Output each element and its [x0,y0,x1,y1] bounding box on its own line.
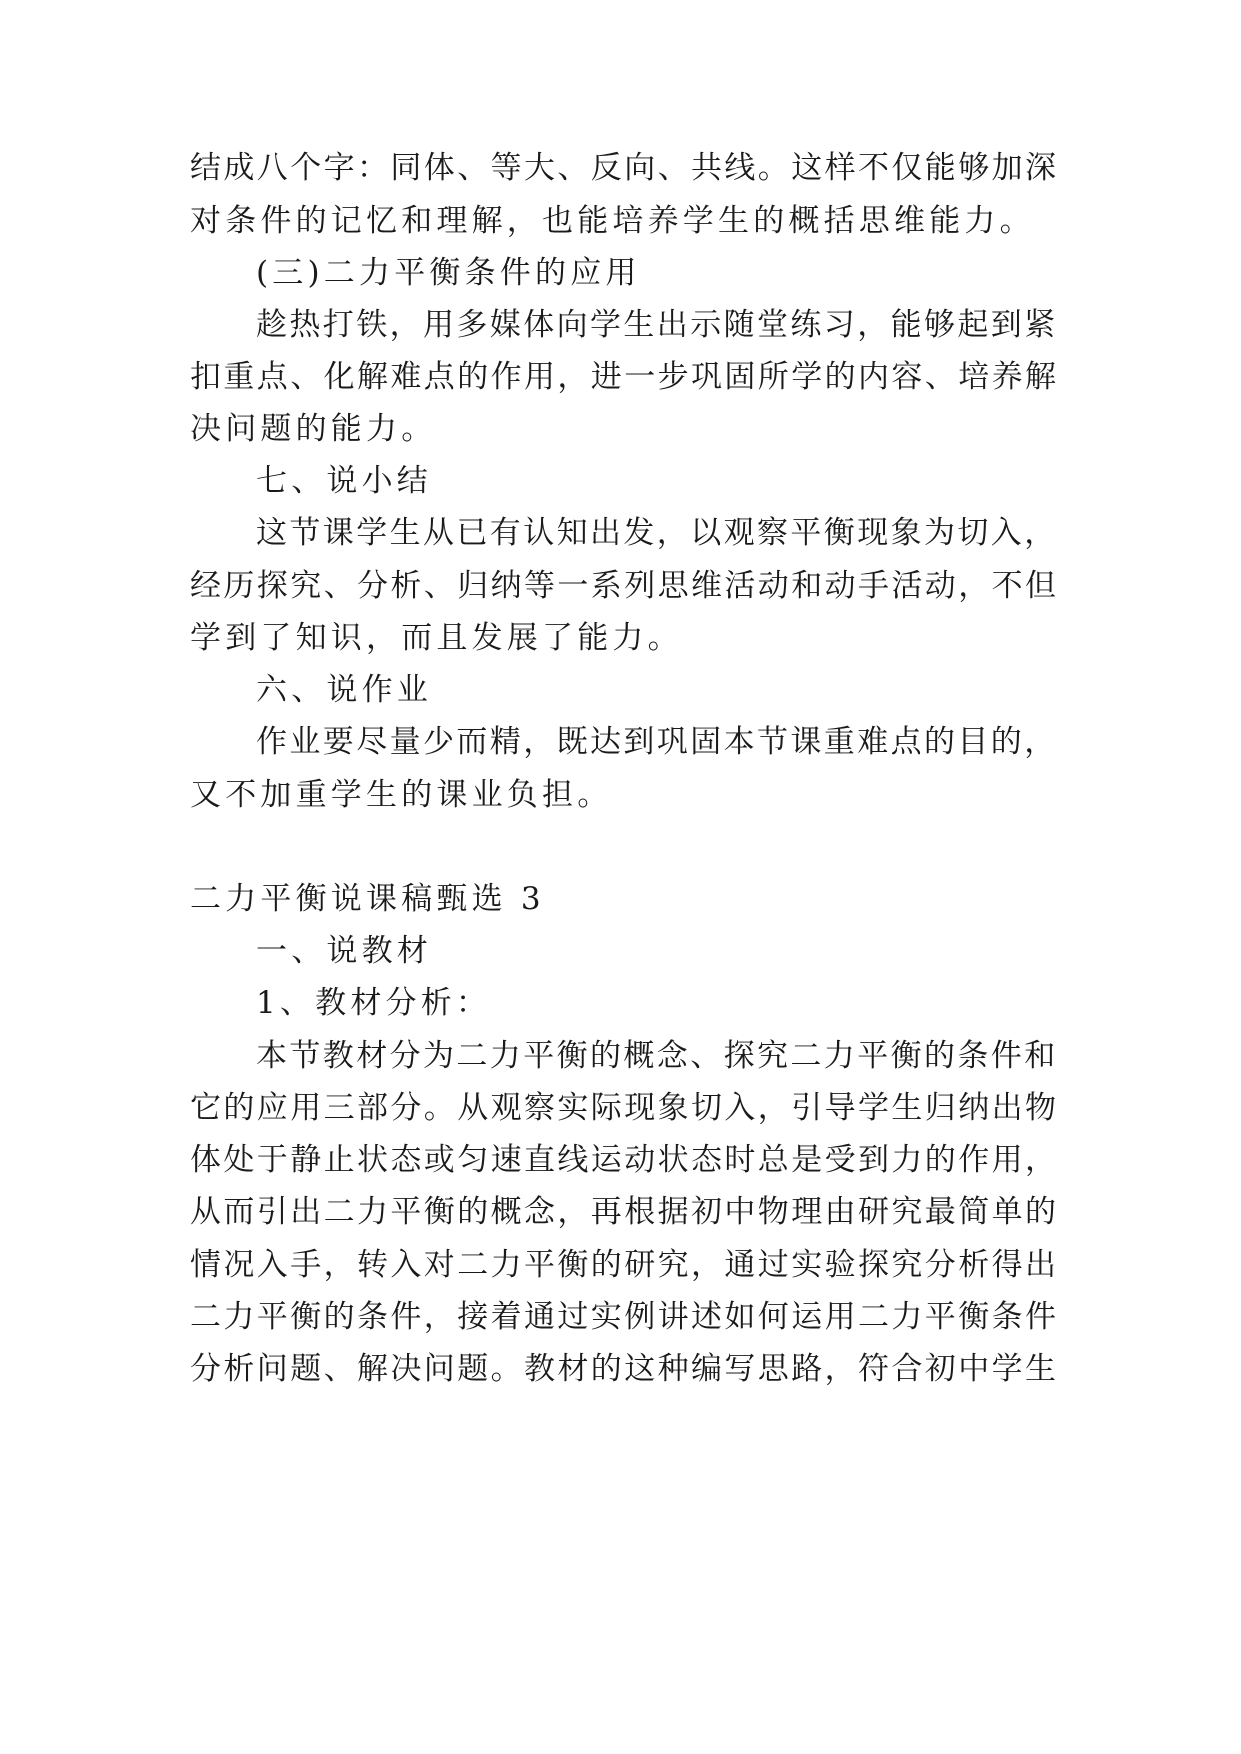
paragraph-line: 学到了知识，而且发展了能力。 [190,620,683,656]
section-heading: 六、说作业 [256,672,432,708]
paragraph-line: 经历探究、分析、归纳等一系列思维活动和动手活动，不但 [190,568,1059,604]
paragraph-line: 这节课学生从已有认知出发，以观察平衡现象为切入， [256,515,1058,551]
section-heading: 一、说教材 [256,933,432,969]
paragraph-line: 又不加重学生的课业负担。 [190,777,613,813]
paragraph-line: 对条件的记忆和理解，也能培养学生的概括思维能力。 [190,203,1035,239]
paragraph-line: 二力平衡的条件，接着通过实例讲述如何运用二力平衡条件 [190,1299,1059,1335]
paragraph-line: 本节教材分为二力平衡的概念、探究二力平衡的条件和 [256,1038,1058,1074]
paragraph-line: 作业要尽量少而精，既达到巩固本节课重难点的目的， [256,724,1058,760]
paragraph-line: 趁热打铁，用多媒体向学生出示随堂练习，能够起到紧 [256,307,1058,343]
paragraph-line: 它的应用三部分。从观察实际现象切入，引导学生归纳出物 [190,1090,1059,1126]
document-title: 二力平衡说课稿甄选 3 [190,881,545,917]
paragraph-line: 分析问题、解决问题。教材的这种编写思路，符合初中学生 [190,1351,1059,1387]
paragraph-line: 决问题的能力。 [190,411,437,447]
paragraph-line: 结成八个字：同体、等大、反向、共线。这样不仅能够加深 [190,150,1059,186]
section-heading: 七、说小结 [256,463,432,499]
paragraph-line: 体处于静止状态或匀速直线运动状态时总是受到力的作用， [190,1142,1059,1178]
section-heading: 1、教材分析： [256,985,492,1021]
section-heading: (三)二力平衡条件的应用 [256,255,641,291]
paragraph-line: 情况入手，转入对二力平衡的研究，通过实验探究分析得出 [190,1247,1059,1283]
paragraph-line: 扣重点、化解难点的作用，进一步巩固所学的内容、培养解 [190,359,1059,395]
paragraph-line: 从而引出二力平衡的概念，再根据初中物理由研究最简单的 [190,1194,1059,1230]
